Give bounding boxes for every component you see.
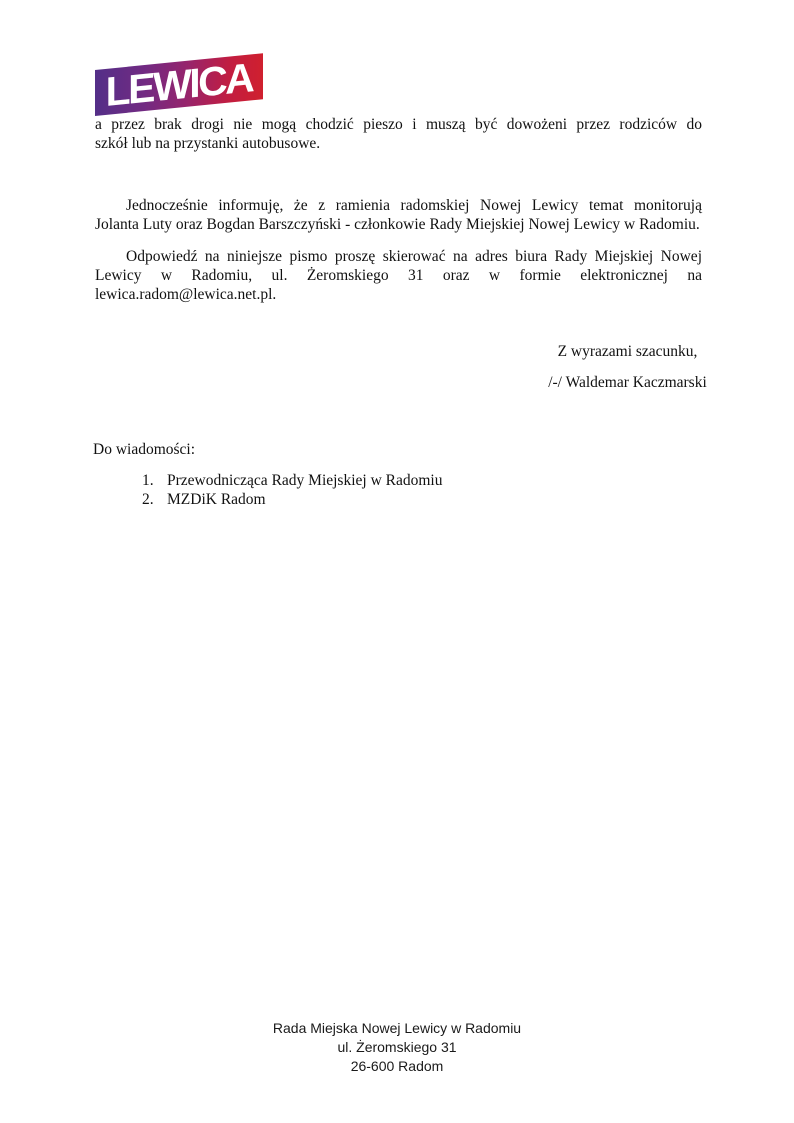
cc-list-item — [142, 471, 442, 490]
footer-street: ul. Żeromskiego 31 — [337, 1039, 457, 1055]
cc-list — [142, 471, 442, 509]
cc-item-text: Przewodnicząca Rady Miejskiej w Radomiu — [167, 472, 443, 489]
cc-item-text: MZDiK Radom — [167, 491, 266, 509]
footer-org-name: Rada Miejska Nowej Lewicy w Radomiu — [272, 1020, 522, 1036]
signatory-name: /-/ Waldemar Kaczmarski — [548, 374, 707, 391]
paragraph-line email-text: lewica.radom@lewica.net.pl. — [95, 286, 277, 304]
paragraph-line: szkół lub na przystanki autobusowe. — [95, 135, 321, 153]
footer-postal-city: 26-600 Radom — [350, 1058, 444, 1074]
lewica-logo — [95, 53, 263, 116]
paragraph-3 — [95, 247, 702, 305]
paragraph-line: Jednocześnie informuję, że z ramienia radomskiej Nowej Lewicy temat monitorują — [126, 197, 702, 214]
paragraph-2 — [95, 196, 702, 234]
paragraph-line: a przez brak drogi nie mogą chodzić pieszo i muszą być dowożeni przez rodziców do — [95, 116, 702, 133]
cc-list-item — [142, 490, 442, 509]
lewica-logo-text: LEWICA — [105, 54, 253, 115]
cc-item-number: 2. — [142, 491, 154, 509]
paragraph-line: Jolanta Luty oraz Bogdan Barszczyński - członkowie Rady Miejskiej Nowej Lewicy w Radomiu. — [95, 216, 700, 234]
paragraph-line: Odpowiedź na niniejsze pismo proszę skierować na adres biura Rady Miejskiej Nowej — [126, 248, 702, 265]
footer-address — [0, 1019, 794, 1076]
paragraph-line: Lewicy w Radomiu, ul. Żeromskiego 31 oraz w formie elektronicznej na — [95, 267, 702, 285]
cc-heading: Do wiadomości: — [93, 441, 196, 458]
paragraph-1 — [95, 115, 702, 153]
closing-phrase: Z wyrazami szacunku, — [557, 343, 698, 360]
signature-block — [525, 342, 730, 392]
cc-item-number: 1. — [142, 472, 154, 489]
